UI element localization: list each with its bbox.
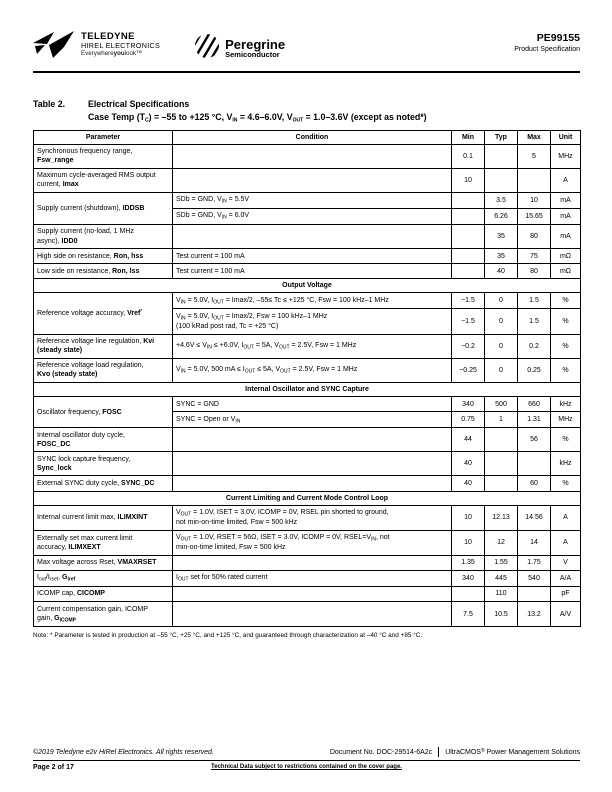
min-cell bbox=[452, 264, 485, 279]
param-cell: Max voltage across Rset, VMAXRSET bbox=[34, 555, 173, 570]
table-row bbox=[34, 334, 581, 358]
max-cell: 80 bbox=[518, 264, 551, 279]
table-row bbox=[34, 358, 581, 382]
min-cell: 10 bbox=[452, 505, 485, 530]
typ-cell: 0 bbox=[485, 334, 518, 358]
param-cell: Reference voltage load regulation, Kvo (steady state) bbox=[34, 358, 173, 382]
condition-cell: $V_{OUT} = 1.0V$, RSET = 56Ω, ISET = 3.0V, ICOMP = 0V, $RSEL=V_{IN}$, not min-on-time limited, Fsw = 500 kHz bbox=[173, 530, 452, 555]
min-cell bbox=[452, 249, 485, 264]
max-cell: 1.75 bbox=[518, 555, 551, 570]
teledyne-tagline: Everywhereyoulook™ bbox=[81, 49, 143, 57]
typ-cell: 6.26 bbox=[485, 208, 518, 224]
peregrine-division: Semiconductor bbox=[225, 50, 280, 60]
table-row bbox=[34, 505, 581, 530]
max-cell: 60 bbox=[518, 476, 551, 491]
condition-cell: SYNC = GND bbox=[173, 397, 452, 412]
condition-cell bbox=[173, 168, 452, 192]
table-row bbox=[34, 555, 581, 570]
typ-cell: 445 bbox=[485, 570, 518, 586]
teledyne-division: HIREL ELECTRONICS bbox=[81, 40, 161, 50]
min-cell bbox=[452, 224, 485, 248]
min-cell bbox=[452, 208, 485, 224]
unit-cell: A/V bbox=[551, 602, 581, 627]
min-cell: −1.5 bbox=[452, 309, 485, 334]
section-label: Output Voltage bbox=[34, 279, 581, 293]
page-footer bbox=[33, 747, 580, 774]
column-header: Max bbox=[518, 130, 551, 144]
max-cell bbox=[518, 168, 551, 192]
max-cell: 80 bbox=[518, 224, 551, 248]
typ-cell bbox=[485, 144, 518, 168]
table-row bbox=[34, 452, 581, 476]
condition-cell: $V_{OUT} = 1.0V$, ISET = 3.0V, ICOMP = 0V, RSEL pin shorted to ground, not min-on-time limited, Fsw = 500 kHz bbox=[173, 505, 452, 530]
section-row bbox=[34, 491, 581, 505]
param-cell: High side on resistance, Ron, hss bbox=[34, 249, 173, 264]
table-title-block bbox=[33, 99, 580, 124]
min-cell: −0.2 bbox=[452, 334, 485, 358]
param-cell: Internal current limit max, ILIMXINT bbox=[34, 505, 173, 530]
table-label: Table 2. bbox=[33, 99, 66, 109]
condition-cell: $+4.6V \le V_{IN} \le +6.0V$, $I_{OUT} = 5A$, $V_{OUT} = 2.5V$, Fsw = 1 MHz bbox=[173, 334, 452, 358]
teledyne-logo-icon bbox=[33, 30, 75, 63]
param-cell: Oscillator frequency, FOSC bbox=[34, 397, 173, 428]
min-cell: 44 bbox=[452, 428, 485, 452]
typ-cell: 1.55 bbox=[485, 555, 518, 570]
table-header-row bbox=[34, 130, 581, 144]
typ-cell: 40 bbox=[485, 264, 518, 279]
typ-cell: 0 bbox=[485, 309, 518, 334]
section-label: Internal Oscillator and SYNC Capture bbox=[34, 382, 581, 396]
typ-cell: 3.5 bbox=[485, 192, 518, 208]
document-number: Document No. DOC-29514-6A2c bbox=[329, 748, 433, 756]
unit-cell: % bbox=[551, 334, 581, 358]
peregrine-logo-icon bbox=[194, 33, 220, 64]
typ-cell bbox=[485, 428, 518, 452]
column-header: Typ bbox=[485, 130, 518, 144]
min-cell: 0.1 bbox=[452, 144, 485, 168]
min-cell: 10 bbox=[452, 168, 485, 192]
min-cell: 0.75 bbox=[452, 412, 485, 428]
teledyne-name: TELEDYNE bbox=[81, 31, 135, 42]
header-rule bbox=[33, 71, 580, 73]
max-cell: 1.5 bbox=[518, 293, 551, 309]
typ-cell: 35 bbox=[485, 249, 518, 264]
typ-cell: 500 bbox=[485, 397, 518, 412]
unit-cell: A bbox=[551, 530, 581, 555]
unit-cell: % bbox=[551, 428, 581, 452]
condition-cell: Test current = 100 mA bbox=[173, 249, 452, 264]
condition-cell: $V_{IN} = 5.0V$, $I_{OUT} = Imax/2$, Fsw = 100 kHz–1 MHz (100 kRad post rad, Tc = +25 °C) bbox=[173, 309, 452, 334]
typ-cell: 12 bbox=[485, 530, 518, 555]
unit-cell: mA bbox=[551, 192, 581, 208]
typ-cell bbox=[485, 168, 518, 192]
max-cell: 15.65 bbox=[518, 208, 551, 224]
typ-cell: 1 bbox=[485, 412, 518, 428]
footer-divider bbox=[438, 747, 439, 757]
table-row bbox=[34, 249, 581, 264]
param-cell: $I_{out}/I_{rset}$, $G_{iref}$ bbox=[34, 570, 173, 586]
restriction-text: Technical Data subject to restrictions contained on the cover page. bbox=[211, 764, 402, 770]
typ-cell: 110 bbox=[485, 586, 518, 601]
min-cell: 340 bbox=[452, 397, 485, 412]
page-number: Page 2 of 17 bbox=[33, 764, 74, 771]
unit-cell: A/A bbox=[551, 570, 581, 586]
param-cell: Reference voltage accuracy, Vref* bbox=[34, 293, 173, 334]
table-row bbox=[34, 476, 581, 491]
teledyne-wordmark bbox=[81, 32, 160, 57]
footer-rule bbox=[33, 760, 580, 761]
condition-cell bbox=[173, 555, 452, 570]
condition-cell: $V_{IN} = 5.0V$, 500 mA ≤ $I_{OUT} \le 5A$, $V_{OUT} = 2.5V$, Fsw = 1 MHz bbox=[173, 358, 452, 382]
unit-cell: A bbox=[551, 505, 581, 530]
max-cell: 1.5 bbox=[518, 309, 551, 334]
table-heading: Electrical Specifications bbox=[88, 99, 190, 109]
condition-cell bbox=[173, 144, 452, 168]
max-cell: 13.2 bbox=[518, 602, 551, 627]
table-row bbox=[34, 264, 581, 279]
section-row bbox=[34, 279, 581, 293]
max-cell: 540 bbox=[518, 570, 551, 586]
table-row bbox=[34, 428, 581, 452]
table-row bbox=[34, 397, 581, 412]
min-cell: −1.5 bbox=[452, 293, 485, 309]
param-cell: Externally set max current limit accuracy, ILIMXEXT bbox=[34, 530, 173, 555]
unit-cell: % bbox=[551, 293, 581, 309]
max-cell: 10 bbox=[518, 192, 551, 208]
condition-cell: Test current = 100 mA bbox=[173, 264, 452, 279]
table-row bbox=[34, 570, 581, 586]
param-cell: Supply current (no-load, 1 MHz async), IDD0 bbox=[34, 224, 173, 248]
max-cell: 14 bbox=[518, 530, 551, 555]
doc-type: Product Specification bbox=[514, 46, 580, 53]
column-header: Unit bbox=[551, 130, 581, 144]
param-cell: Supply current (shutdown), IDDSB bbox=[34, 192, 173, 224]
part-number: PE99155 bbox=[536, 32, 580, 44]
column-header: Parameter bbox=[34, 130, 173, 144]
unit-cell: A bbox=[551, 168, 581, 192]
unit-cell: % bbox=[551, 476, 581, 491]
condition-cell: SYNC = Open or $V_{IN}$ bbox=[173, 412, 452, 428]
unit-cell: MHz bbox=[551, 412, 581, 428]
max-cell: 1.31 bbox=[518, 412, 551, 428]
table-row bbox=[34, 293, 581, 309]
unit-cell: mA bbox=[551, 208, 581, 224]
min-cell: 40 bbox=[452, 452, 485, 476]
param-cell: Reference voltage line regulation, Kvi (steady state) bbox=[34, 334, 173, 358]
unit-cell: % bbox=[551, 358, 581, 382]
min-cell: 1.35 bbox=[452, 555, 485, 570]
electrical-specifications-table bbox=[33, 130, 581, 628]
unit-cell: mΩ bbox=[551, 249, 581, 264]
param-cell: Maximum cycle-averaged RMS output current, Imax bbox=[34, 168, 173, 192]
peregrine-wordmark bbox=[225, 38, 285, 59]
max-cell: 660 bbox=[518, 397, 551, 412]
column-header: Min bbox=[452, 130, 485, 144]
typ-cell: 10.5 bbox=[485, 602, 518, 627]
section-row bbox=[34, 382, 581, 396]
typ-cell bbox=[485, 452, 518, 476]
param-cell: SYNC lock capture frequency, Sync_lock bbox=[34, 452, 173, 476]
page-header bbox=[33, 30, 580, 64]
param-cell: Synchronous frequency range, Fsw_range bbox=[34, 144, 173, 168]
condition-cell: SDb = GND, $V_{IN} = 5.5V$ bbox=[173, 192, 452, 208]
section-label: Current Limiting and Current Mode Control Loop bbox=[34, 491, 581, 505]
param-cell: ICOMP cap, CICOMP bbox=[34, 586, 173, 601]
min-cell: −0.25 bbox=[452, 358, 485, 382]
condition-cell bbox=[173, 452, 452, 476]
condition-cell bbox=[173, 602, 452, 627]
table-row bbox=[34, 224, 581, 248]
typ-cell: 0 bbox=[485, 358, 518, 382]
unit-cell: V bbox=[551, 555, 581, 570]
peregrine-brand bbox=[194, 33, 285, 64]
peregrine-name: Peregrine bbox=[225, 37, 286, 53]
unit-cell: MHz bbox=[551, 144, 581, 168]
unit-cell: pF bbox=[551, 586, 581, 601]
table-subtitle: Case Temp $(T_C) = -55$ to +125 °C, $V_{IN} = 4.6-6.0V$, $V_{OUT} = 1.0-3.6V$ (except as noted*) bbox=[88, 112, 427, 124]
copyright-text: ©2019 Teledyne e2v HiRel Electronics. All rights reserved. bbox=[33, 748, 214, 756]
min-cell: 340 bbox=[452, 570, 485, 586]
table-row bbox=[34, 602, 581, 627]
unit-cell: kHz bbox=[551, 452, 581, 476]
min-cell bbox=[452, 192, 485, 208]
column-header: Condition bbox=[173, 130, 452, 144]
min-cell: 7.5 bbox=[452, 602, 485, 627]
condition-cell bbox=[173, 586, 452, 601]
table-row bbox=[34, 144, 581, 168]
unit-cell: mA bbox=[551, 224, 581, 248]
table-row bbox=[34, 586, 581, 601]
max-cell: 75 bbox=[518, 249, 551, 264]
unit-cell: % bbox=[551, 309, 581, 334]
max-cell: 14.56 bbox=[518, 505, 551, 530]
typ-cell bbox=[485, 476, 518, 491]
min-cell bbox=[452, 586, 485, 601]
condition-cell: $V_{IN} = 5.0V$, $I_{OUT} = Imax/2$, –55≤ Tc ≤ +125 °C, Fsw = 100 kHz–1 MHz bbox=[173, 293, 452, 309]
typ-cell: 35 bbox=[485, 224, 518, 248]
condition-cell: SDb = GND, $V_{IN} = 6.0V$ bbox=[173, 208, 452, 224]
max-cell bbox=[518, 452, 551, 476]
max-cell bbox=[518, 586, 551, 601]
typ-cell: 12.13 bbox=[485, 505, 518, 530]
min-cell: 40 bbox=[452, 476, 485, 491]
param-cell: Internal oscillator duty cycle, FOSC_DC bbox=[34, 428, 173, 452]
param-cell: External SYNC duty cycle, SYNC_DC bbox=[34, 476, 173, 491]
condition-cell: $I_{OUT}$ set for 50% rated current bbox=[173, 570, 452, 586]
max-cell: 0.25 bbox=[518, 358, 551, 382]
condition-cell bbox=[173, 476, 452, 491]
table-row bbox=[34, 530, 581, 555]
param-cell: Current compensation gain, ICOMP gain, $G_{ICOMP}$ bbox=[34, 602, 173, 627]
param-cell: Low side on resistance, Ron, lss bbox=[34, 264, 173, 279]
table-row bbox=[34, 168, 581, 192]
unit-cell: mΩ bbox=[551, 264, 581, 279]
typ-cell: 0 bbox=[485, 293, 518, 309]
footnote: Note: * Parameter is tested in production at –55 °C, +25 °C, and +125 °C, and guaranteed through characterization at –40 °C and +85 °C. bbox=[33, 632, 423, 640]
header-right bbox=[514, 32, 580, 53]
max-cell: 56 bbox=[518, 428, 551, 452]
solutions-text: UltraCMOS® Power Management Solutions bbox=[445, 748, 580, 756]
max-cell: 5 bbox=[518, 144, 551, 168]
condition-cell bbox=[173, 428, 452, 452]
teledyne-brand bbox=[33, 30, 160, 63]
min-cell: 10 bbox=[452, 530, 485, 555]
condition-cell bbox=[173, 224, 452, 248]
table-row bbox=[34, 192, 581, 208]
unit-cell: kHz bbox=[551, 397, 581, 412]
max-cell: 0.2 bbox=[518, 334, 551, 358]
